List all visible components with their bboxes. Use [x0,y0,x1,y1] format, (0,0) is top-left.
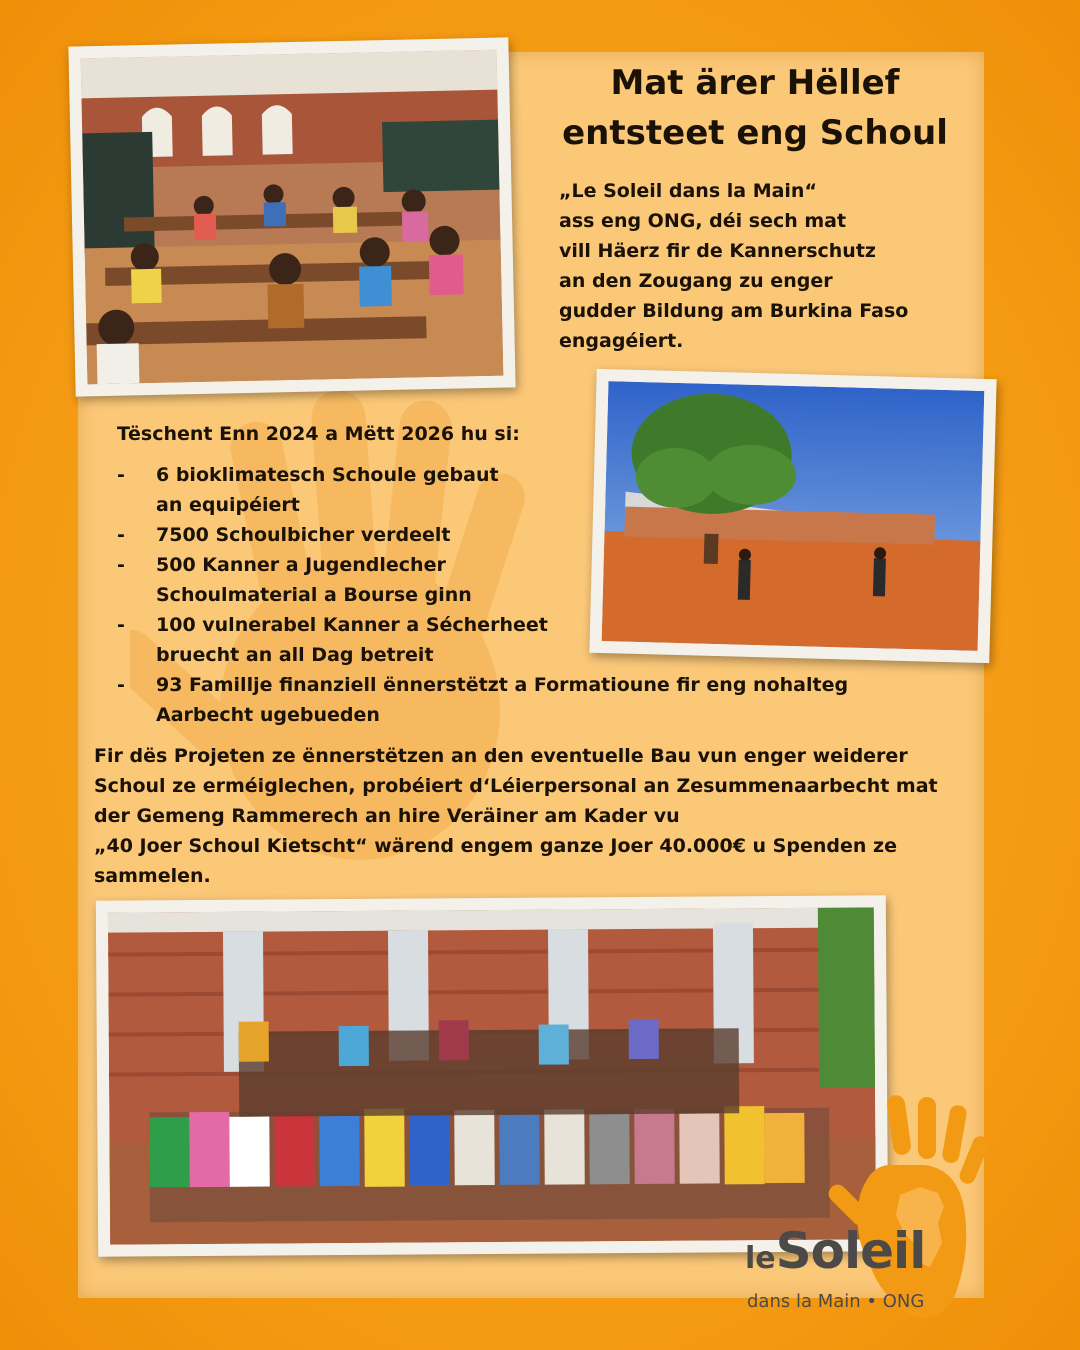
classroom-photo [68,37,515,396]
title-line-1: Mat ärer Hëllef [610,63,900,103]
bullet-dash: - [117,464,125,486]
bullet-dash: - [117,554,125,576]
list-item-text: 500 Kanner a Jugendlecher Schoulmaterial a Bourse ginn [156,554,472,606]
list-item-text: 93 Famillje finanziell ënnerstëtzt a Formatioune fir eng nohalteg Aarbecht ugebueden [156,674,849,726]
page-title [530,58,980,158]
classroom-image [81,50,504,385]
title-line-2: entsteet eng Schoul [562,113,948,153]
logo-le: le [745,1241,776,1276]
logo-wordmark [745,1222,925,1280]
achievements-heading: Tëschent Enn 2024 a Mëtt 2026 hu si: [117,423,520,445]
fundraising-appeal: Fir dës Projeten ze ënnerstëtzen an den eventuelle Bau vun enger weiderer Schoul ze erméiglechen, probéiert d‘Léierpersonal an Zesummenaarbecht mat der Gemeng Rammerech an hire Veräiner am Kader vu „40 Joer Schoul Kietscht“ wärend engem ganze Joer 40.000€ u Spenden ze sammelen. [94,745,938,887]
achievements-list [117,460,907,730]
list-item [117,550,907,610]
list-item [117,460,907,520]
list-item [117,610,907,670]
list-item [117,670,907,730]
bullet-dash: - [117,674,125,696]
list-item-text: 100 vulnerabel Kanner a Sécherheet bruecht an all Dag betreit [156,614,548,666]
list-item-text: 6 bioklimatesch Schoule gebaut an equipéiert [156,464,499,516]
bullet-dash: - [117,524,125,546]
logo-soleil: Soleil [775,1222,926,1280]
list-item [117,520,907,550]
list-item-text: 7500 Schoulbicher verdeelt [156,524,451,546]
intro-text: „Le Soleil dans la Main“ ass eng ONG, déi sech mat vill Häerz fir de Kannerschutz an den Zougang zu enger gudder Bildung am Burkina Faso engagéiert. [559,180,909,352]
logo-subtitle: dans la Main • ONG [747,1291,925,1312]
bullet-dash: - [117,614,125,636]
